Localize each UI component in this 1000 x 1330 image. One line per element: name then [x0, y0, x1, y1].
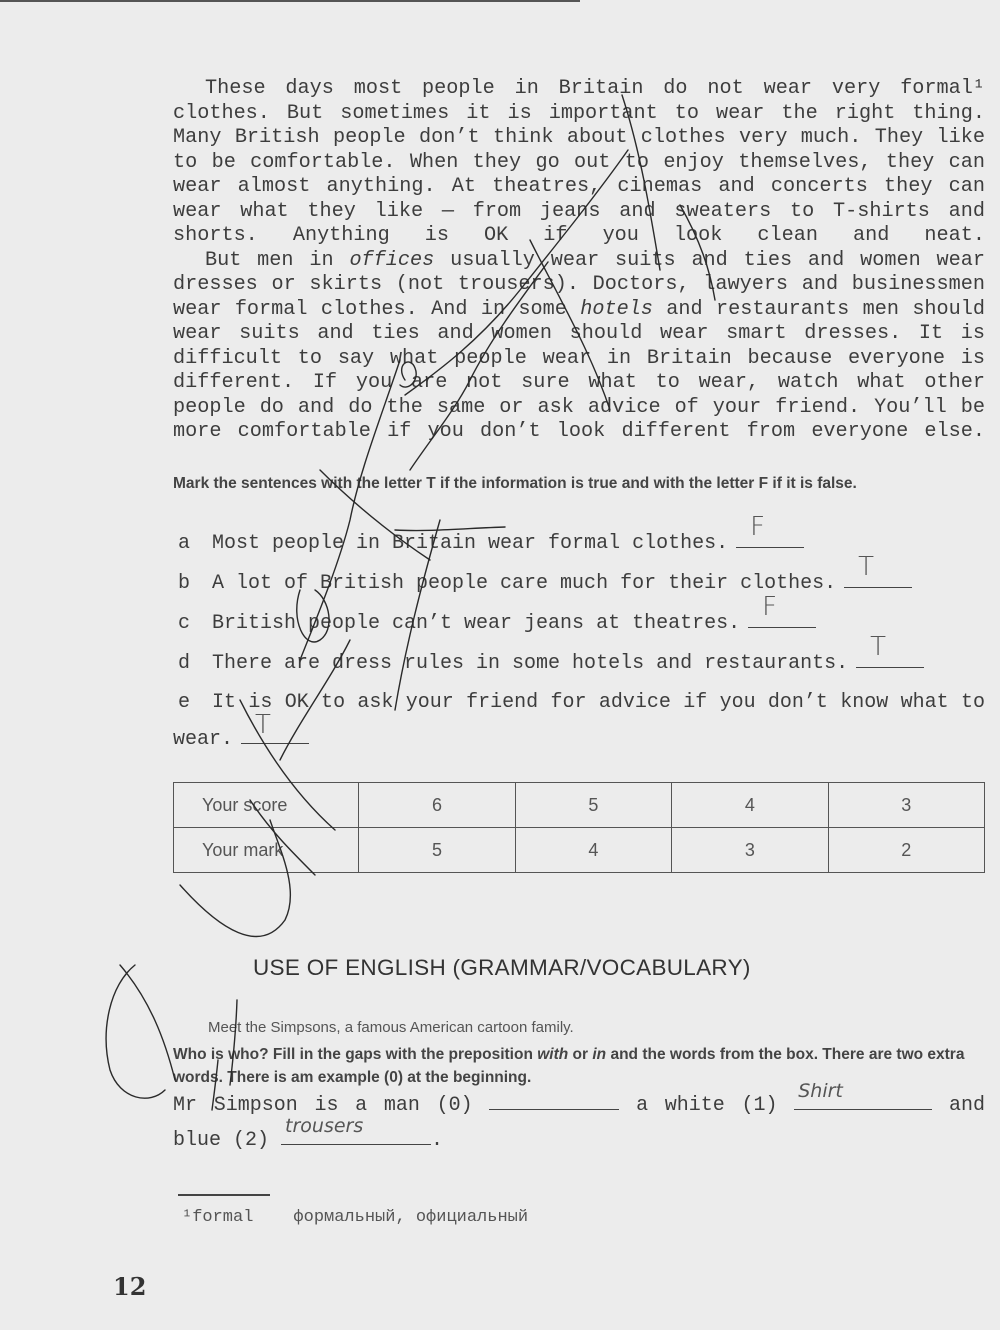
section-heading: USE OF ENGLISH (GRAMMAR/VOCABULARY): [253, 955, 751, 980]
score-label: Your score: [174, 783, 359, 828]
mark-cell: 3: [672, 828, 828, 873]
statement-a: a Most people in Britain wear formal clothes. F: [173, 525, 985, 565]
statement-c: c British people can’t wear jeans at theatres. F: [173, 605, 985, 645]
statement-e: e It is OK to ask your friend for advice if you don’t know what to wear. T: [173, 691, 985, 751]
footnote: ¹formal формальный, официальный: [182, 1208, 529, 1227]
answer-field-d[interactable]: T: [856, 645, 924, 668]
answer-field-b[interactable]: T: [844, 565, 912, 588]
gap-fill-line-1: Mr Simpson is a man (0) a white (1) Shirt and: [173, 1080, 985, 1117]
gap-2-field[interactable]: trousers: [281, 1124, 431, 1145]
score-cell: 3: [828, 783, 984, 828]
footnote-rule: [178, 1194, 270, 1196]
answer-field-c[interactable]: F: [748, 605, 816, 628]
reading-paragraph-1: These days most people in Britain do not wear very formal¹ clothes. But sometimes it is important to wear the right thing. Many British people don’t think about clothes very much. They like to be comfortable. When they go out to enjoy themselves, they can wear almost anything. At theatres, cinemas and concerts they can wear what they like — from jeans and sweaters to T-shirts and shorts. Anything is OK if you look clean and neat.: [173, 77, 985, 247]
statement-b: b A lot of British people care much for their clothes. T: [173, 565, 985, 605]
mark-cell: 2: [828, 828, 984, 873]
true-false-statements: [173, 512, 985, 758]
page-number: 12: [113, 1272, 147, 1301]
gap-1-field[interactable]: Shirt: [794, 1089, 932, 1110]
mark-cell: 5: [359, 828, 515, 873]
score-cell: 6: [359, 783, 515, 828]
score-cell: 4: [672, 783, 828, 828]
reading-text: [173, 77, 985, 445]
mark-row: [174, 828, 985, 873]
statement-d: d There are dress rules in some hotels and restaurants. T: [173, 645, 985, 685]
gap-fill-line-2: blue (2) trousers .: [173, 1115, 444, 1152]
reading-paragraph-2: But men in offices usually wear suits and ties and women wear dresses or skirts (not trousers). Doctors, lawyers and businessmen wear formal clothes. And in some hotels and restaurants men should wear suits and ties and women should wear smart dresses. It is difficult to say what people wear in Britain because everyone is different. If you are not sure what to wear, watch what other people do and do the same or ask advice of your friend. You’ll be more comfortable if you don’t look different from everyone else.: [173, 248, 985, 443]
mark-cell: 4: [515, 828, 671, 873]
answer-field-e[interactable]: T: [241, 721, 309, 744]
gap-0-field[interactable]: [489, 1089, 619, 1110]
answer-field-a[interactable]: F: [736, 525, 804, 548]
task1-instruction: Mark the sentences with the letter T if the information is true and with the letter F if it is false.: [173, 475, 857, 492]
score-table: [173, 782, 985, 873]
section-intro: Meet the Simpsons, a famous American cartoon family.: [208, 1019, 574, 1036]
task2-instruction: Who is who? Fill in the gaps with the preposition with or in and the words from the box. There are two extra words. There is am example (0) at the beginning.: [173, 1046, 965, 1086]
top-rule: [0, 0, 580, 2]
score-row: [174, 783, 985, 828]
score-cell: 5: [515, 783, 671, 828]
mark-label: Your mark: [174, 828, 359, 873]
